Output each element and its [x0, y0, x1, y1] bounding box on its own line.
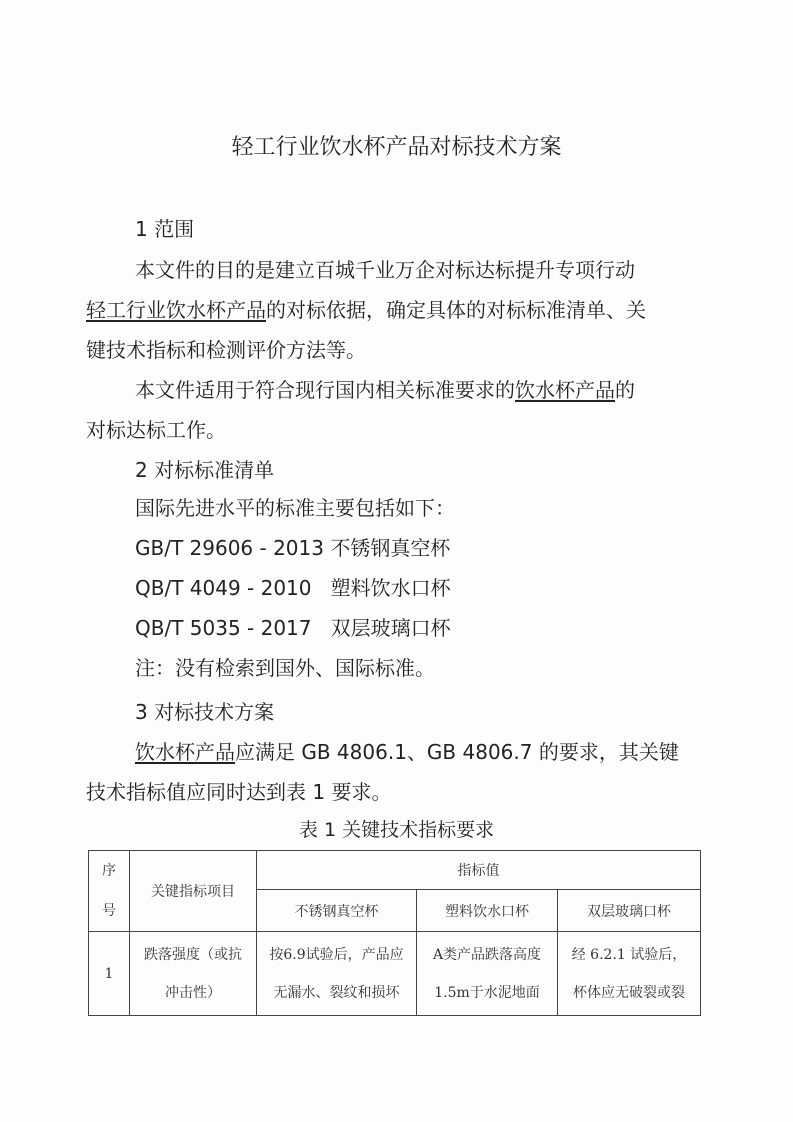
header-col: 不锈钢真空杯 [257, 890, 417, 932]
cell-no: 1 [89, 932, 130, 1016]
header-value: 指标值 [257, 851, 701, 890]
header-col: 双层玻璃口杯 [558, 890, 701, 932]
paragraph: 本文件的目的是建立百城千业万企对标达标提升专项行动 [135, 258, 635, 282]
page-title: 轻工行业饮水杯产品对标技术方案 [231, 135, 562, 160]
table-title: 表 1 关键技术指标要求 [298, 819, 495, 841]
paragraph [135, 378, 635, 402]
standard-code: QB/T 4049 - 2010 [135, 576, 312, 600]
standard-item [135, 616, 451, 640]
text: 应满足 GB 4806.1、GB 4806.7 的要求，其关键 [235, 740, 679, 764]
paragraph: 国际先进水平的标准主要包括如下： [135, 496, 455, 520]
paragraph: 对标达标工作。 [86, 418, 226, 442]
paragraph [135, 740, 679, 764]
standard-name: 双层玻璃口杯 [330, 616, 451, 640]
cell-item: 跌落强度（或抗 冲击性） [130, 932, 257, 1016]
cell-value: 经 6.2.1 试验后， 杯体应无破裂或裂 [558, 932, 701, 1016]
text: 的 [615, 378, 635, 402]
standard-item [135, 576, 451, 600]
text: 本文件适用于符合现行国内相关标准要求的 [135, 378, 515, 402]
table-row [89, 932, 701, 1016]
section-2-heading: 2 对标标准清单 [135, 458, 275, 482]
standard-code: GB/T 29606 - 2013 [135, 536, 324, 560]
paragraph: 技术指标值应同时达到表 1 要求。 [86, 780, 392, 804]
header-col: 塑料饮水口杯 [417, 890, 558, 932]
text: 的对标依据，确定具体的对标标准清单、关 [266, 298, 646, 322]
underlined-term: 饮水杯产品 [515, 378, 615, 402]
paragraph: 键技术指标和检测评价方法等。 [86, 338, 366, 362]
paragraph [86, 298, 646, 322]
section-3-heading: 3 对标技术方案 [135, 700, 275, 724]
standard-name: 塑料饮水口杯 [330, 576, 451, 600]
underlined-term: 轻工行业饮水杯产品 [86, 298, 266, 322]
cell-value: A类产品跌落高度 1.5m于水泥地面 [417, 932, 558, 1016]
key-indicators-table [88, 850, 701, 1016]
header-no: 序 号 [89, 851, 130, 932]
section-1-heading: 1 范围 [135, 217, 195, 241]
standard-code: QB/T 5035 - 2017 [135, 616, 312, 640]
standard-item [135, 536, 450, 560]
cell-value: 按6.9试验后，产品应 无漏水、裂纹和损坏 [257, 932, 417, 1016]
note: 注：没有检索到国外、国际标准。 [135, 656, 435, 680]
underlined-term: 饮水杯产品 [135, 740, 235, 764]
header-item: 关键指标项目 [130, 851, 257, 932]
standard-name: 不锈钢真空杯 [330, 536, 451, 560]
